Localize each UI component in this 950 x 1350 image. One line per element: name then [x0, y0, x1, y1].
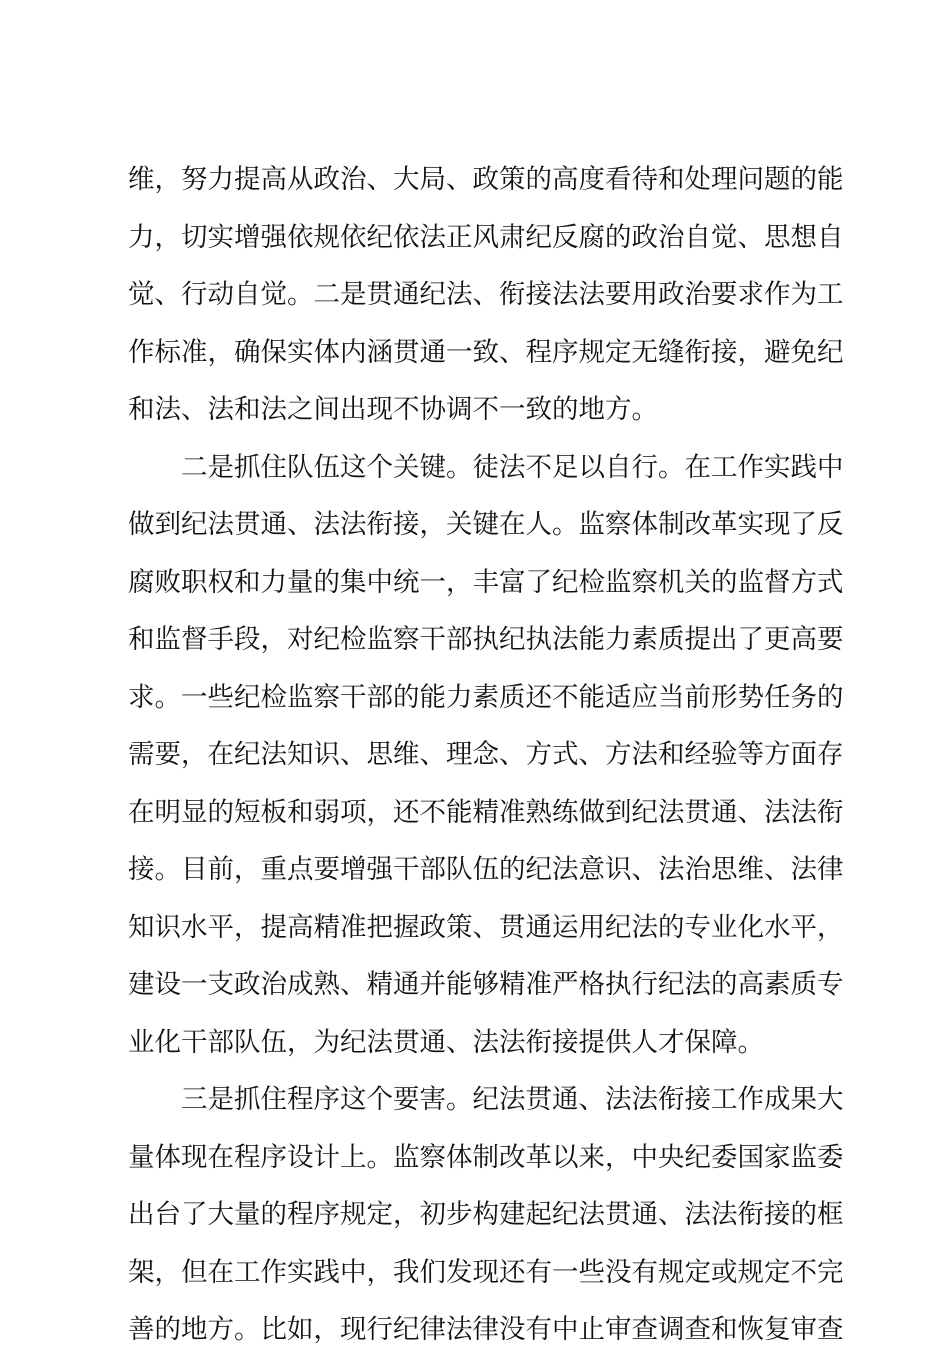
paragraph-3-line-5: 善的地方。比如，现行纪律法律没有中止审查调查和恢复审查: [128, 1314, 844, 1345]
paragraph-2-line-3: 腐败职权和力量的集中统一，丰富了纪检监察机关的监督方式: [128, 566, 844, 598]
paragraph-2-line-9: 知识水平，提高精准把握政策、贯通运用纪法的专业化水平，: [128, 911, 844, 943]
paragraph-2-line-2: 做到纪法贯通、法法衔接，关键在人。监察体制改革实现了反: [128, 509, 844, 540]
paragraph-1-line-1: 维，努力提高从政治、大局、政策的高度看待和处理问题的能: [128, 164, 844, 195]
paragraph-1-line-2: 力，切实增强依规依纪依法正风肃纪反腐的政治自觉、思想自: [128, 221, 844, 253]
paragraph-3-line-4: 架，但在工作实践中，我们发现还有一些没有规定或规定不完: [128, 1256, 844, 1288]
paragraph-2-line-1: 二是抓住队伍这个关键。徒法不足以自行。在工作实践中: [181, 451, 844, 483]
paragraph-2-line-6: 需要，在纪法知识、思维、理念、方式、方法和经验等方面存: [128, 739, 844, 770]
paragraph-2-line-8: 接。目前，重点要增强干部队伍的纪法意识、法治思维、法律: [128, 854, 844, 885]
paragraph-2-line-5: 求。一些纪检监察干部的能力素质还不能适应当前形势任务的: [128, 681, 844, 713]
paragraph-2-line-11: 业化干部队伍，为纪法贯通、法法衔接提供人才保障。: [128, 1026, 764, 1058]
paragraph-1-line-4: 作标准，确保实体内涵贯通一致、程序规定无缝衔接，避免纪: [128, 336, 844, 368]
paragraph-1-line-3: 觉、行动自觉。二是贯通纪法、衔接法法要用政治要求作为工: [128, 279, 844, 310]
paragraph-3-line-1: 三是抓住程序这个要害。纪法贯通、法法衔接工作成果大: [181, 1084, 844, 1115]
paragraph-1-line-5: 和法、法和法之间出现不协调不一致的地方。: [128, 394, 658, 425]
paragraph-3-line-2: 量体现在程序设计上。监察体制改革以来，中央纪委国家监委: [128, 1141, 844, 1173]
paragraph-2-line-10: 建设一支政治成熟、精通并能够精准严格执行纪法的高素质专: [128, 969, 844, 1000]
paragraph-2-line-7: 在明显的短板和弱项，还不能精准熟练做到纪法贯通、法法衔: [128, 796, 844, 828]
paragraph-2-line-4: 和监督手段，对纪检监察干部执纪执法能力素质提出了更高要: [128, 624, 844, 655]
paragraph-3-line-3: 出台了大量的程序规定，初步构建起纪法贯通、法法衔接的框: [128, 1199, 844, 1230]
